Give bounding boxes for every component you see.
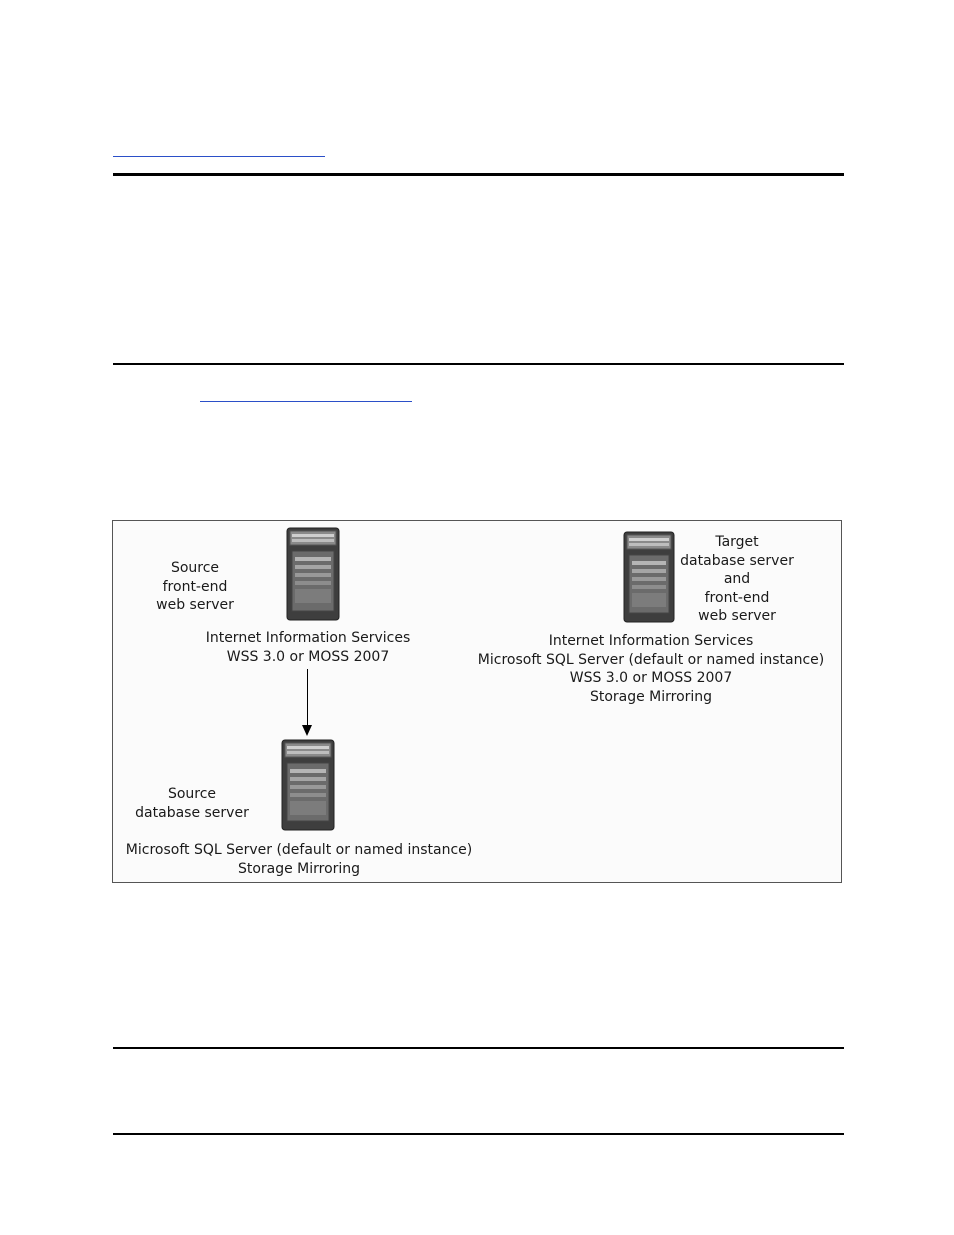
- target-software-line-4: Storage Mirroring: [589, 688, 713, 705]
- rule-top: [113, 173, 844, 176]
- source-db-software: [119, 841, 479, 878]
- source-web-title-line-3: web server: [156, 597, 234, 613]
- target-software-line-2: Microsoft SQL Server (default or named instance): [477, 651, 825, 668]
- source-web-software-line-1: Internet Information Services: [205, 630, 411, 646]
- target-software-line-1: Internet Information Services: [548, 633, 754, 649]
- target-title-line-5: web server: [698, 608, 776, 624]
- source-db-title: [133, 785, 251, 822]
- source-web-server-icon: [286, 527, 340, 621]
- connection-arrow-head: [302, 725, 312, 736]
- top-link-underline[interactable]: [113, 156, 325, 157]
- source-web-software-line-2: WSS 3.0 or MOSS 2007: [226, 648, 390, 665]
- source-db-title-line-2: database server: [135, 804, 249, 821]
- source-web-title-line-1: Source: [170, 560, 220, 576]
- rule-bottom: [113, 1133, 844, 1135]
- connection-arrow-line: [307, 669, 308, 727]
- source-web-title: [143, 559, 247, 615]
- source-db-title-line-1: Source: [167, 786, 217, 802]
- rule-upper-middle: [113, 363, 844, 365]
- mid-link-underline[interactable]: [200, 401, 412, 402]
- target-software-line-3: WSS 3.0 or MOSS 2007: [569, 670, 733, 686]
- target-server-icon: [623, 531, 675, 623]
- source-web-title-line-2: front-end: [162, 578, 228, 595]
- server-topology-diagram: [112, 520, 842, 883]
- target-software: [471, 632, 831, 706]
- target-title-line-3: and: [723, 571, 751, 587]
- source-database-server-icon: [281, 739, 335, 831]
- source-web-software: [173, 629, 443, 666]
- target-title-line-4: front-end: [704, 589, 770, 606]
- target-title-line-2: database server: [680, 552, 794, 569]
- source-db-software-line-1: Microsoft SQL Server (default or named instance): [125, 842, 473, 858]
- source-db-software-line-2: Storage Mirroring: [237, 860, 361, 877]
- target-title-line-1: Target: [715, 534, 759, 550]
- target-title: [675, 533, 799, 626]
- rule-lower-middle: [113, 1047, 844, 1049]
